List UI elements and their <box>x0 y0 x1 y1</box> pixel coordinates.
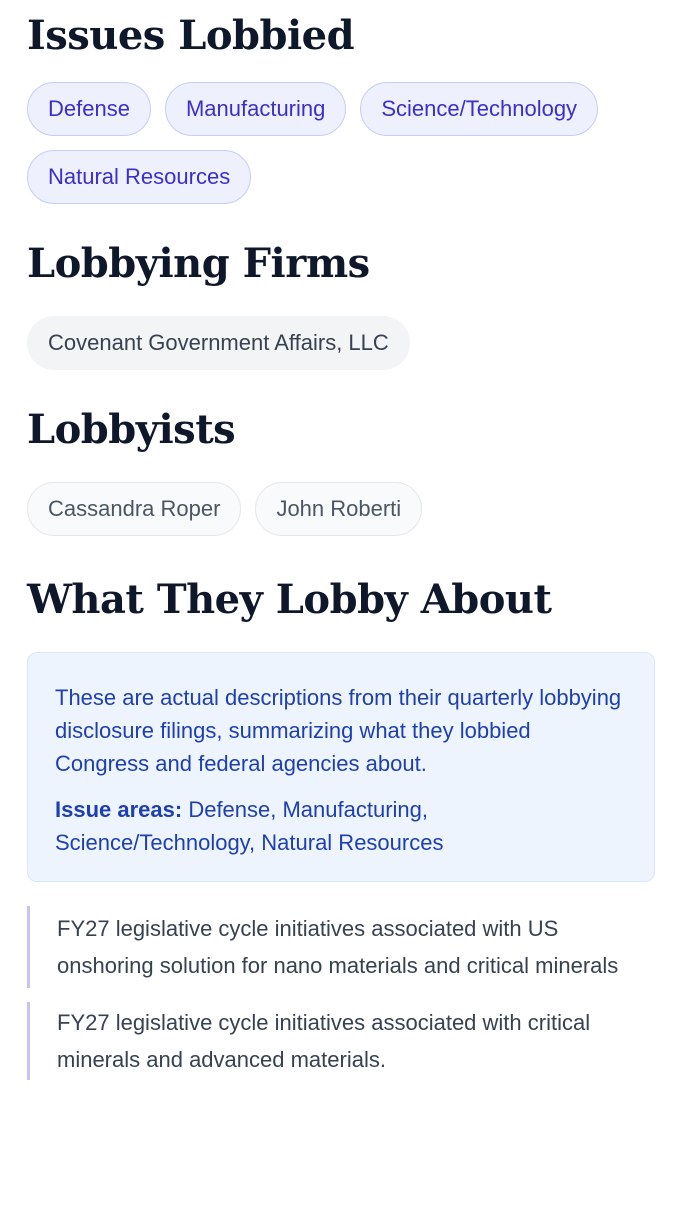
issue-areas-label: Issue areas: <box>55 797 183 822</box>
issue-areas-value: Defense, Manufacturing, Science/Technology, Natural Resources <box>55 797 444 855</box>
firms-chip-list <box>27 316 655 370</box>
issue-chip-natural-resources[interactable]: Natural Resources <box>27 150 251 204</box>
info-text: These are actual descriptions from their quarterly lobbying disclosure filings, summarizing what they lobbied Congress and federal agencies about. <box>55 685 622 776</box>
what-they-lobby-about-heading: What They Lobby About <box>27 576 552 623</box>
issue-areas <box>55 793 627 859</box>
lobbyist-chip[interactable]: John Roberti <box>255 482 422 536</box>
firm-chip[interactable]: Covenant Government Affairs, LLC <box>27 316 410 370</box>
lobbyists-chip-list <box>27 482 655 536</box>
issue-chip-defense[interactable]: Defense <box>27 82 151 136</box>
filing-description: FY27 legislative cycle initiatives associated with critical minerals and advanced materials. <box>27 1002 655 1080</box>
lobbyists-heading: Lobbyists <box>27 406 236 453</box>
disclosure-info-box <box>27 652 655 882</box>
lobbying-profile <box>0 14 682 1080</box>
lobbyist-chip[interactable]: Cassandra Roper <box>27 482 241 536</box>
lobbying-firms-heading: Lobbying Firms <box>27 240 370 287</box>
issue-chip-science-technology[interactable]: Science/Technology <box>360 82 598 136</box>
filing-description: FY27 legislative cycle initiatives associated with US onshoring solution for nano materials and critical minerals <box>27 906 655 988</box>
issues-chip-list <box>27 82 655 204</box>
issue-chip-manufacturing[interactable]: Manufacturing <box>165 82 346 136</box>
issues-lobbied-heading: Issues Lobbied <box>27 12 355 59</box>
